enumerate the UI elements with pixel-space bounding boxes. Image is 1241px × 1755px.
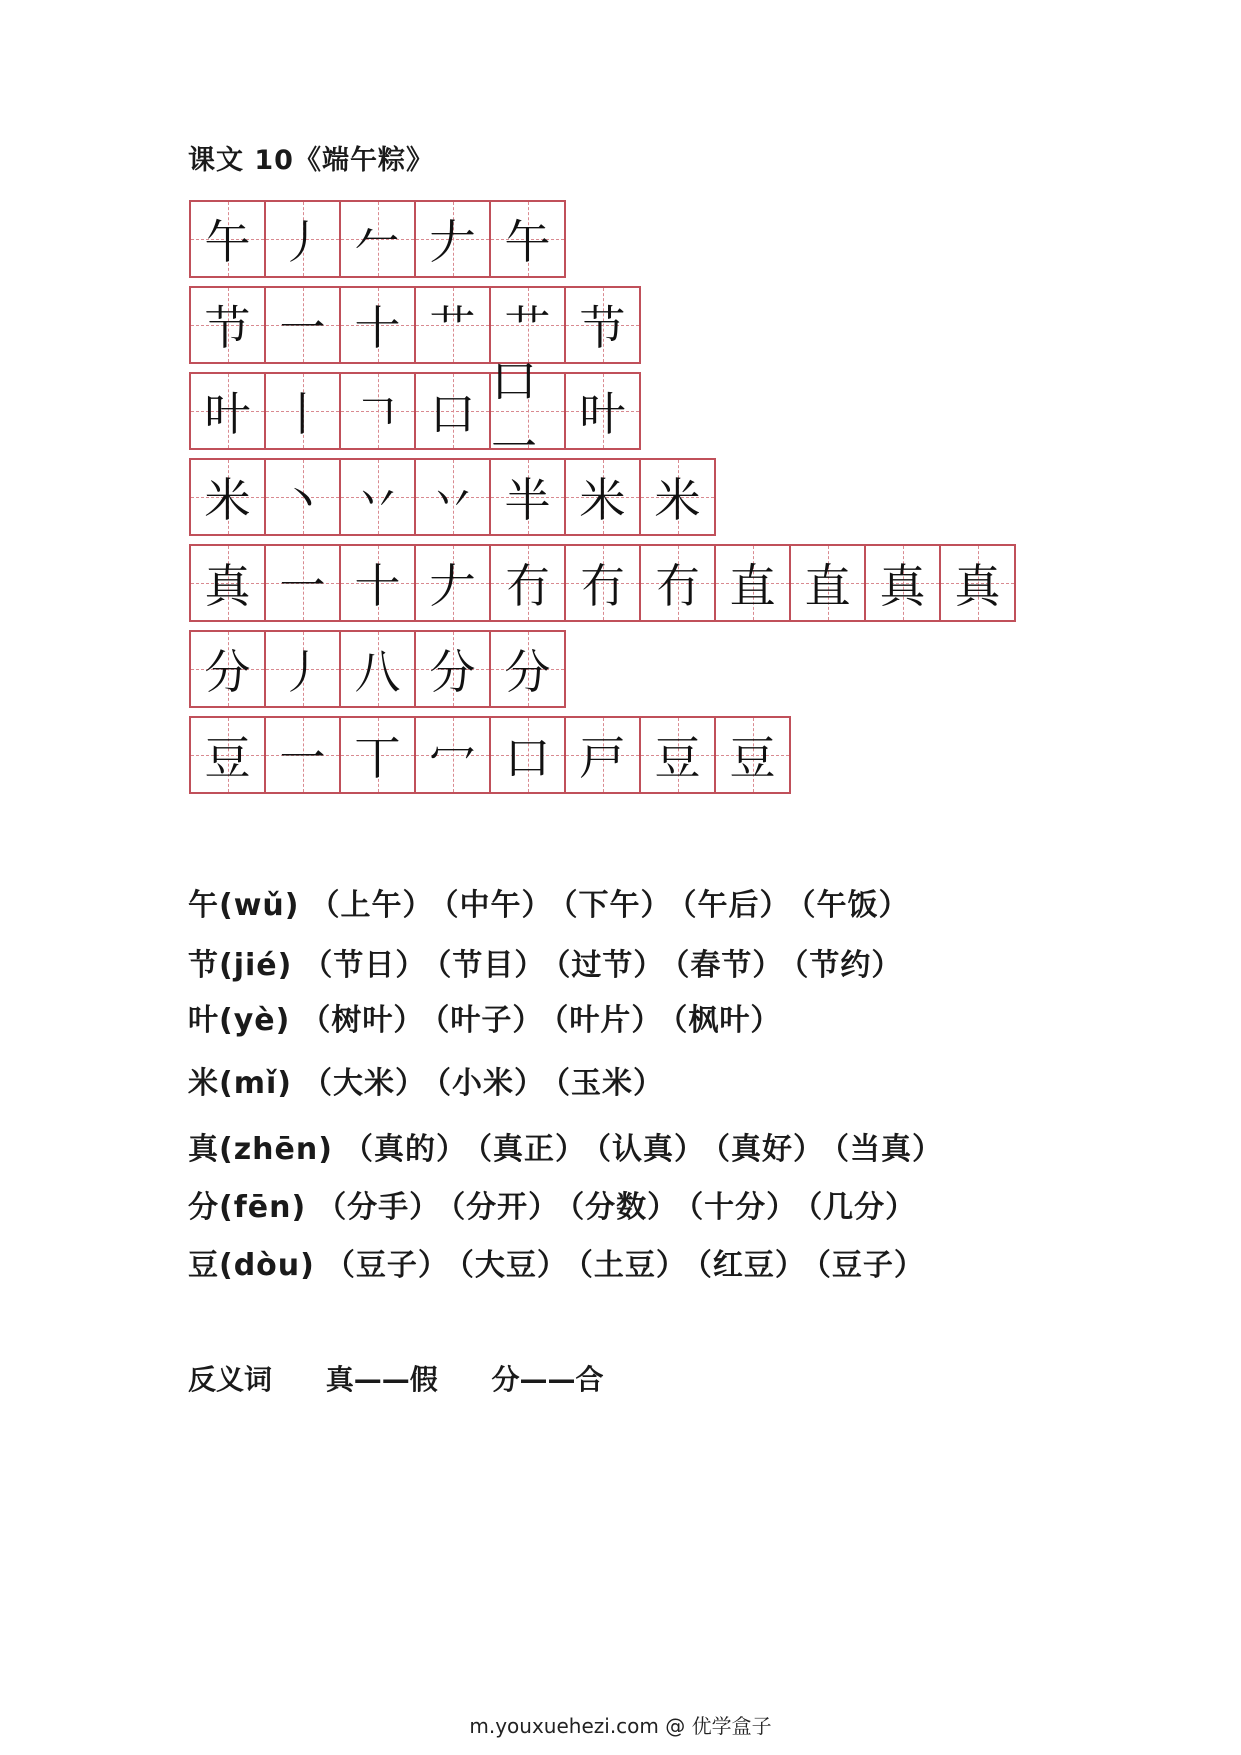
stroke-order-grid bbox=[189, 200, 1014, 802]
character-cell bbox=[189, 372, 266, 450]
stroke-step-cell bbox=[264, 716, 341, 794]
vocab-word: （叶子） bbox=[434, 1003, 544, 1038]
vocab-word: （午饭） bbox=[800, 888, 910, 923]
cell-glyph: 冇 bbox=[579, 559, 626, 613]
character-cell bbox=[189, 458, 266, 536]
stroke-step-cell bbox=[414, 286, 491, 364]
vocab-word: （几分） bbox=[807, 1190, 917, 1225]
cell-glyph: 一 bbox=[279, 731, 326, 785]
cell-glyph: 丷 bbox=[354, 473, 401, 527]
vocab-line bbox=[188, 995, 791, 1039]
stroke-row bbox=[189, 354, 1014, 474]
character-cell bbox=[189, 630, 266, 708]
vocab-word: （真的） bbox=[342, 1132, 467, 1167]
lesson-title: 课文 10《端午粽》 bbox=[188, 145, 434, 176]
vocab-line bbox=[188, 880, 920, 924]
vocab-head: 真(zhēn) bbox=[188, 1132, 333, 1167]
vocab-word: （认真） bbox=[595, 1132, 705, 1167]
vocab-word: （小米） bbox=[435, 1066, 545, 1101]
stroke-step-cell bbox=[414, 630, 491, 708]
cell-glyph: 𠃍 bbox=[354, 387, 401, 441]
vocab-head: 节(jié) bbox=[188, 948, 293, 983]
stroke-step-cell bbox=[339, 716, 416, 794]
cell-glyph: 分 bbox=[504, 645, 551, 699]
cell-glyph: 艹 bbox=[429, 301, 476, 355]
stroke-row bbox=[189, 630, 1014, 706]
vocab-word: （枫叶） bbox=[672, 1003, 782, 1038]
cell-glyph: 豆 bbox=[654, 731, 701, 785]
antonym-line bbox=[188, 1358, 648, 1398]
cell-glyph: 午 bbox=[204, 215, 251, 269]
cell-glyph: 丨 bbox=[279, 387, 326, 441]
cell-glyph: 八 bbox=[354, 645, 401, 699]
stroke-step-cell bbox=[489, 630, 566, 708]
stroke-step-cell bbox=[339, 372, 416, 450]
cell-glyph: 豆 bbox=[204, 731, 251, 785]
cell-glyph: 𠂇 bbox=[429, 215, 476, 269]
cell-glyph: 米 bbox=[654, 473, 701, 527]
vocab-head: 分(fēn) bbox=[188, 1190, 307, 1225]
stroke-step-cell bbox=[639, 458, 716, 536]
stroke-step-cell bbox=[564, 716, 641, 794]
stroke-step-cell bbox=[414, 372, 491, 450]
cell-glyph: 直 bbox=[729, 559, 776, 613]
vocab-line bbox=[188, 1182, 926, 1226]
cell-glyph: 口 bbox=[504, 731, 551, 785]
cell-glyph: 午 bbox=[504, 215, 551, 269]
antonym-pair: 分——合 bbox=[491, 1363, 604, 1396]
character-cell bbox=[189, 544, 266, 622]
cell-glyph: 真 bbox=[204, 559, 251, 613]
cell-glyph: 丿 bbox=[279, 645, 326, 699]
stroke-step-cell bbox=[639, 716, 716, 794]
cell-glyph: 丷 bbox=[429, 473, 476, 527]
cell-glyph: 冇 bbox=[654, 559, 701, 613]
cell-glyph: 丅 bbox=[354, 731, 401, 785]
stroke-step-cell bbox=[264, 544, 341, 622]
stroke-row bbox=[189, 286, 1014, 362]
stroke-row bbox=[189, 716, 1014, 792]
stroke-step-cell bbox=[714, 544, 791, 622]
vocab-word: （过节） bbox=[555, 948, 665, 983]
stroke-row bbox=[189, 544, 1014, 620]
vocab-word: （分数） bbox=[569, 1190, 679, 1225]
vocab-word: （下午） bbox=[562, 888, 672, 923]
stroke-step-cell bbox=[489, 354, 566, 474]
stroke-row bbox=[189, 458, 1014, 534]
cell-glyph: 冖 bbox=[429, 731, 476, 785]
stroke-step-cell bbox=[789, 544, 866, 622]
vocab-word: （大豆） bbox=[458, 1248, 568, 1283]
cell-glyph: 真 bbox=[954, 559, 1001, 613]
cell-glyph: 丿 bbox=[279, 215, 326, 269]
cell-glyph: 一 bbox=[279, 301, 326, 355]
cell-glyph: 十 bbox=[354, 301, 401, 355]
vocab-word: （节约） bbox=[793, 948, 903, 983]
cell-glyph: 口一 bbox=[491, 354, 537, 474]
antonym-label: 反义词 bbox=[188, 1363, 273, 1396]
stroke-step-cell bbox=[339, 200, 416, 278]
stroke-step-cell bbox=[339, 544, 416, 622]
vocab-line bbox=[188, 1058, 674, 1102]
vocab-head: 豆(dòu) bbox=[188, 1248, 315, 1283]
vocab-head: 米(mǐ) bbox=[188, 1066, 292, 1101]
vocab-word: （真正） bbox=[476, 1132, 586, 1167]
stroke-step-cell bbox=[339, 458, 416, 536]
vocab-word: （玉米） bbox=[554, 1066, 664, 1101]
vocab-word: （树叶） bbox=[300, 1003, 425, 1038]
stroke-step-cell bbox=[564, 372, 641, 450]
stroke-step-cell bbox=[339, 286, 416, 364]
stroke-step-cell bbox=[264, 286, 341, 364]
stroke-step-cell bbox=[489, 716, 566, 794]
character-cell bbox=[189, 286, 266, 364]
cell-glyph: 叶 bbox=[579, 387, 626, 441]
stroke-step-cell bbox=[714, 716, 791, 794]
stroke-step-cell bbox=[264, 372, 341, 450]
stroke-row bbox=[189, 200, 1014, 276]
vocab-line bbox=[188, 1124, 953, 1168]
stroke-step-cell bbox=[564, 544, 641, 622]
vocab-word: （当真） bbox=[833, 1132, 943, 1167]
stroke-step-cell bbox=[339, 630, 416, 708]
vocab-word: （分开） bbox=[450, 1190, 560, 1225]
stroke-step-cell bbox=[264, 458, 341, 536]
cell-glyph: 一 bbox=[279, 559, 326, 613]
stroke-step-cell bbox=[264, 630, 341, 708]
stroke-step-cell bbox=[639, 544, 716, 622]
vocab-word: （春节） bbox=[674, 948, 784, 983]
vocab-word: （上午） bbox=[309, 888, 434, 923]
cell-glyph: 真 bbox=[879, 559, 926, 613]
cell-glyph: 口 bbox=[429, 387, 476, 441]
stroke-step-cell bbox=[414, 200, 491, 278]
stroke-step-cell bbox=[264, 200, 341, 278]
stroke-step-cell bbox=[564, 286, 641, 364]
character-cell bbox=[189, 200, 266, 278]
vocab-word: （红豆） bbox=[696, 1248, 806, 1283]
cell-glyph: 豆 bbox=[729, 731, 776, 785]
cell-glyph: 米 bbox=[204, 473, 251, 527]
cell-glyph: 戸 bbox=[579, 731, 626, 785]
cell-glyph: 半 bbox=[504, 473, 551, 527]
cell-glyph: 𠂉 bbox=[354, 215, 401, 269]
vocab-word: （节日） bbox=[302, 948, 427, 983]
vocab-word: （真好） bbox=[714, 1132, 824, 1167]
vocab-word: （十分） bbox=[688, 1190, 798, 1225]
vocab-word: （叶片） bbox=[553, 1003, 663, 1038]
cell-glyph: 叶 bbox=[204, 387, 251, 441]
vocab-word: （节目） bbox=[436, 948, 546, 983]
vocab-line bbox=[188, 940, 912, 984]
footer-watermark: m.youxuehezi.com @ 优学盒子 bbox=[469, 1714, 772, 1738]
vocab-head: 叶(yè) bbox=[188, 1003, 291, 1038]
stroke-step-cell bbox=[864, 544, 941, 622]
stroke-step-cell bbox=[489, 544, 566, 622]
stroke-step-cell bbox=[564, 458, 641, 536]
cell-glyph: 米 bbox=[579, 473, 626, 527]
stroke-step-cell bbox=[414, 544, 491, 622]
vocab-word: （豆子） bbox=[815, 1248, 925, 1283]
vocab-word: （大米） bbox=[301, 1066, 426, 1101]
cell-glyph: 艹 bbox=[504, 301, 551, 355]
stroke-step-cell bbox=[939, 544, 1016, 622]
vocab-word: （午后） bbox=[681, 888, 791, 923]
cell-glyph: 分 bbox=[204, 645, 251, 699]
vocab-head: 午(wǔ) bbox=[188, 888, 300, 923]
vocab-word: （中午） bbox=[443, 888, 553, 923]
cell-glyph: 丶 bbox=[279, 473, 326, 527]
vocab-word: （土豆） bbox=[577, 1248, 687, 1283]
vocab-word: （分手） bbox=[316, 1190, 441, 1225]
cell-glyph: 节 bbox=[204, 301, 251, 355]
stroke-step-cell bbox=[414, 716, 491, 794]
stroke-step-cell bbox=[489, 200, 566, 278]
cell-glyph: 十 bbox=[354, 559, 401, 613]
vocab-word: （豆子） bbox=[324, 1248, 449, 1283]
cell-glyph: 直 bbox=[804, 559, 851, 613]
vocab-line bbox=[188, 1240, 935, 1284]
cell-glyph: 节 bbox=[579, 301, 626, 355]
character-cell bbox=[189, 716, 266, 794]
antonym-pair: 真——假 bbox=[325, 1363, 438, 1396]
stroke-step-cell bbox=[414, 458, 491, 536]
cell-glyph: 𠂇 bbox=[429, 559, 476, 613]
cell-glyph: 分 bbox=[429, 645, 476, 699]
cell-glyph: 冇 bbox=[504, 559, 551, 613]
